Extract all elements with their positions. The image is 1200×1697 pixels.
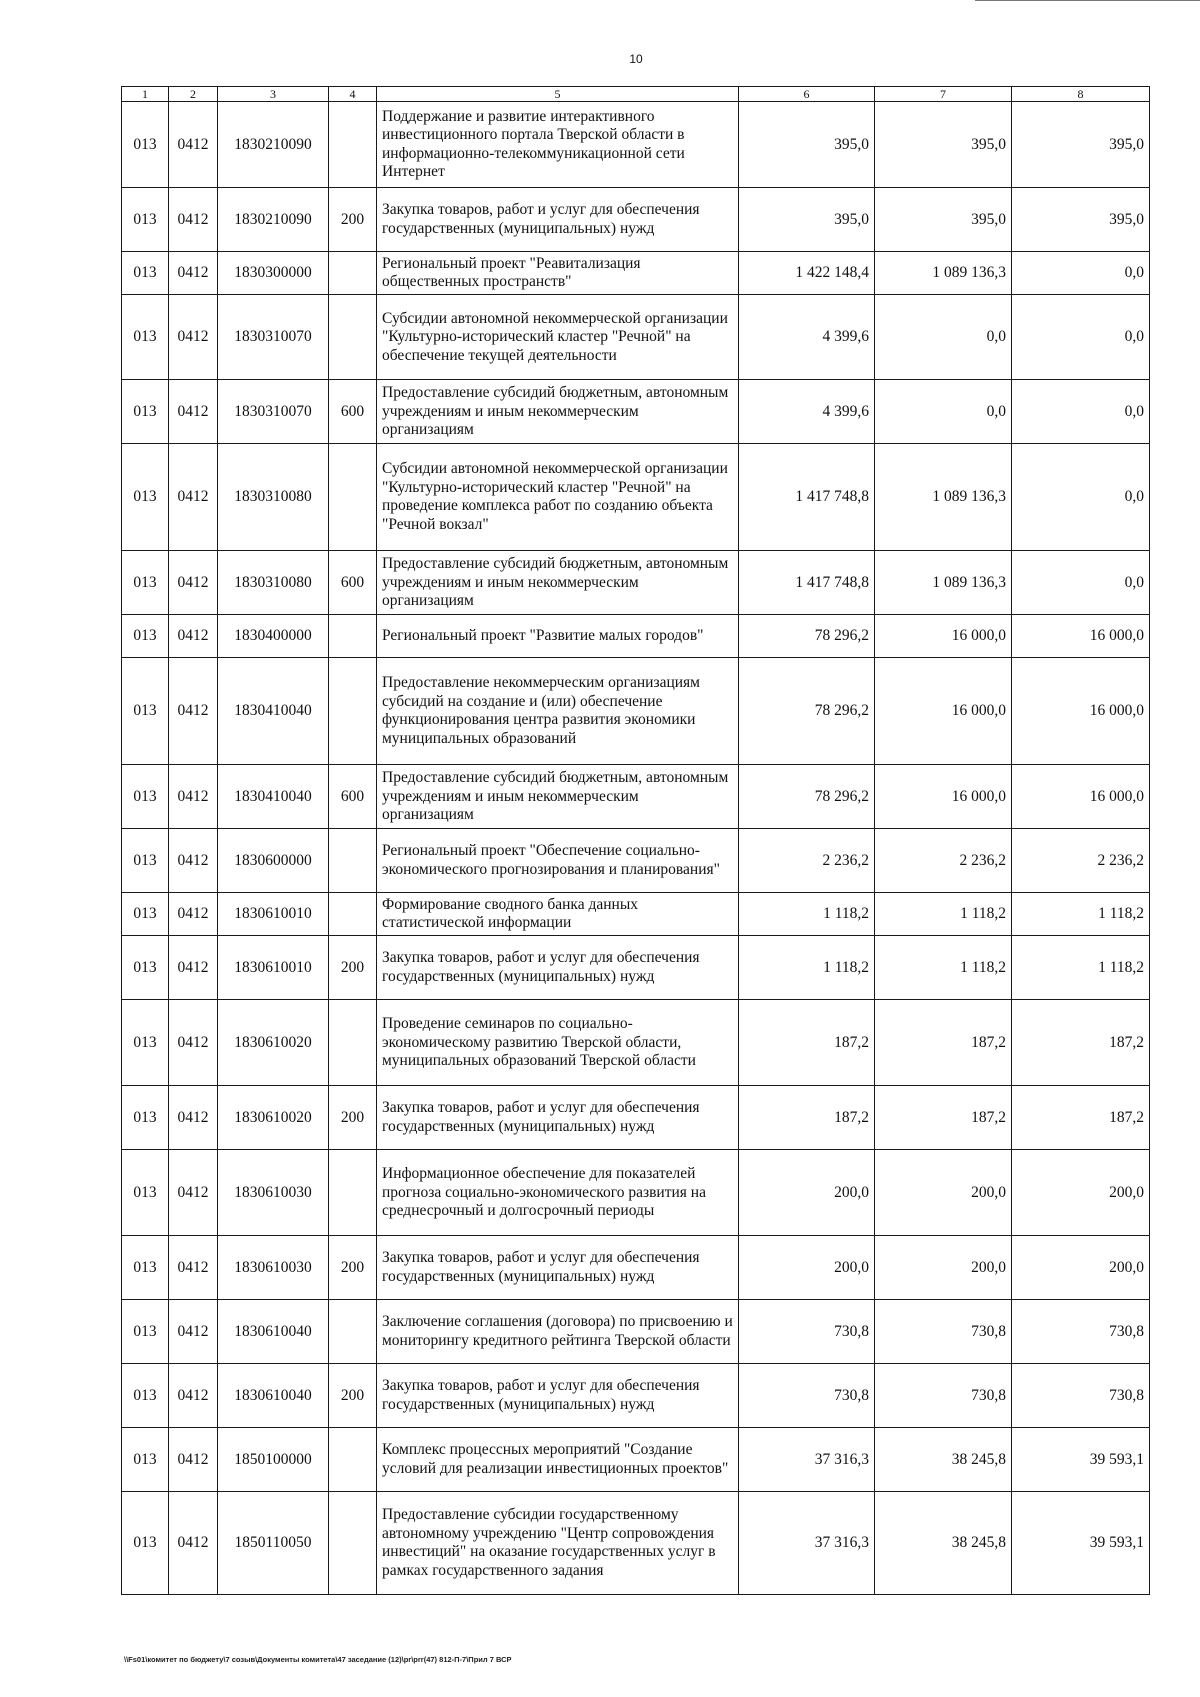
cell-target-article: 1830310070 <box>218 295 329 380</box>
cell-amount-year-3: 395,0 <box>1012 188 1150 252</box>
table-row <box>122 893 1150 936</box>
cell-amount-year-2: 1 118,2 <box>875 936 1012 1000</box>
cell-section-code: 0412 <box>169 765 218 829</box>
cell-description: Предоставление субсидий бюджетным, автономным учреждениям и иным некоммерческим организациям <box>377 551 739 615</box>
cell-ministry-code: 013 <box>122 893 169 936</box>
cell-description: Региональный проект "Развитие малых городов" <box>377 615 739 658</box>
cell-amount-year-1: 1 118,2 <box>739 936 875 1000</box>
cell-amount-year-2: 1 089 136,3 <box>875 551 1012 615</box>
cell-amount-year-2: 1 089 136,3 <box>875 252 1012 295</box>
cell-amount-year-1: 1 417 748,8 <box>739 551 875 615</box>
cell-amount-year-3: 200,0 <box>1012 1150 1150 1236</box>
cell-amount-year-3: 16 000,0 <box>1012 658 1150 765</box>
cell-amount-year-2: 0,0 <box>875 380 1012 444</box>
cell-amount-year-3: 1 118,2 <box>1012 936 1150 1000</box>
cell-amount-year-1: 730,8 <box>739 1300 875 1364</box>
cell-amount-year-2: 38 245,8 <box>875 1428 1012 1492</box>
cell-description: Предоставление субсидий бюджетным, автономным учреждениям и иным некоммерческим организациям <box>377 380 739 444</box>
table-row <box>122 102 1150 188</box>
col-header-6: 6 <box>739 87 875 102</box>
cell-amount-year-3: 0,0 <box>1012 380 1150 444</box>
table-row <box>122 1236 1150 1300</box>
table-row <box>122 295 1150 380</box>
cell-amount-year-1: 1 417 748,8 <box>739 444 875 551</box>
cell-expense-type <box>329 444 377 551</box>
cell-expense-type <box>329 252 377 295</box>
cell-expense-type: 600 <box>329 380 377 444</box>
cell-amount-year-3: 0,0 <box>1012 295 1150 380</box>
cell-target-article: 1830300000 <box>218 252 329 295</box>
cell-target-article: 1830410040 <box>218 765 329 829</box>
cell-amount-year-3: 730,8 <box>1012 1364 1150 1428</box>
cell-amount-year-2: 395,0 <box>875 188 1012 252</box>
cell-ministry-code: 013 <box>122 936 169 1000</box>
table-row <box>122 1150 1150 1236</box>
cell-target-article: 1830600000 <box>218 829 329 893</box>
cell-section-code: 0412 <box>169 615 218 658</box>
cell-amount-year-1: 4 399,6 <box>739 295 875 380</box>
cell-amount-year-1: 78 296,2 <box>739 615 875 658</box>
cell-expense-type <box>329 1000 377 1086</box>
cell-target-article: 1850100000 <box>218 1428 329 1492</box>
cell-target-article: 1830610030 <box>218 1150 329 1236</box>
cell-expense-type: 200 <box>329 1236 377 1300</box>
column-number-header <box>122 87 1150 102</box>
cell-description: Заключение соглашения (договора) по присвоению и мониторингу кредитного рейтинга Тверской области <box>377 1300 739 1364</box>
cell-description: Поддержание и развитие интерактивного инвестиционного портала Тверской области в информационно-телекоммуникационной сети Интернет <box>377 102 739 188</box>
cell-expense-type <box>329 1428 377 1492</box>
cell-description: Субсидии автономной некоммерческой организации "Культурно-исторический кластер "Речной" на обеспечение текущей деятельности <box>377 295 739 380</box>
cell-amount-year-1: 730,8 <box>739 1364 875 1428</box>
cell-section-code: 0412 <box>169 1150 218 1236</box>
table-row <box>122 1364 1150 1428</box>
cell-section-code: 0412 <box>169 936 218 1000</box>
cell-target-article: 1830610030 <box>218 1236 329 1300</box>
cell-amount-year-3: 187,2 <box>1012 1000 1150 1086</box>
cell-section-code: 0412 <box>169 188 218 252</box>
cell-ministry-code: 013 <box>122 252 169 295</box>
cell-expense-type <box>329 102 377 188</box>
cell-amount-year-3: 0,0 <box>1012 551 1150 615</box>
cell-amount-year-1: 187,2 <box>739 1086 875 1150</box>
cell-target-article: 1830410040 <box>218 658 329 765</box>
table-row <box>122 658 1150 765</box>
col-header-7: 7 <box>875 87 1012 102</box>
cell-description: Предоставление некоммерческим организациям субсидий на создание и (или) обеспечение функционирования центра развития экономики муниципальных образований <box>377 658 739 765</box>
cell-description: Закупка товаров, работ и услуг для обеспечения государственных (муниципальных) нужд <box>377 936 739 1000</box>
cell-amount-year-3: 39 593,1 <box>1012 1492 1150 1595</box>
table-row <box>122 188 1150 252</box>
cell-section-code: 0412 <box>169 893 218 936</box>
cell-target-article: 1830400000 <box>218 615 329 658</box>
cell-amount-year-2: 187,2 <box>875 1000 1012 1086</box>
table-row <box>122 1428 1150 1492</box>
table-row <box>122 252 1150 295</box>
cell-amount-year-2: 1 118,2 <box>875 893 1012 936</box>
col-header-2: 2 <box>169 87 218 102</box>
cell-description: Региональный проект "Реавитализация общественных пространств" <box>377 252 739 295</box>
col-header-4: 4 <box>329 87 377 102</box>
cell-amount-year-1: 200,0 <box>739 1150 875 1236</box>
table-row <box>122 829 1150 893</box>
cell-section-code: 0412 <box>169 1364 218 1428</box>
cell-section-code: 0412 <box>169 658 218 765</box>
cell-ministry-code: 013 <box>122 1086 169 1150</box>
cell-ministry-code: 013 <box>122 1000 169 1086</box>
cell-amount-year-1: 4 399,6 <box>739 380 875 444</box>
col-header-5: 5 <box>377 87 739 102</box>
cell-amount-year-1: 78 296,2 <box>739 658 875 765</box>
cell-expense-type: 600 <box>329 765 377 829</box>
col-header-1: 1 <box>122 87 169 102</box>
cell-section-code: 0412 <box>169 1300 218 1364</box>
cell-section-code: 0412 <box>169 102 218 188</box>
cell-amount-year-1: 37 316,3 <box>739 1492 875 1595</box>
cell-ministry-code: 013 <box>122 1150 169 1236</box>
table-row <box>122 444 1150 551</box>
cell-amount-year-2: 16 000,0 <box>875 658 1012 765</box>
cell-ministry-code: 013 <box>122 444 169 551</box>
table-row <box>122 551 1150 615</box>
cell-target-article: 1830610020 <box>218 1000 329 1086</box>
cell-amount-year-2: 730,8 <box>875 1300 1012 1364</box>
cell-target-article: 1830310080 <box>218 444 329 551</box>
cell-ministry-code: 013 <box>122 380 169 444</box>
cell-amount-year-3: 39 593,1 <box>1012 1428 1150 1492</box>
cell-description: Закупка товаров, работ и услуг для обеспечения государственных (муниципальных) нужд <box>377 1364 739 1428</box>
cell-description: Проведение семинаров по социально-экономическому развитию Тверской области, муниципальных образований Тверской области <box>377 1000 739 1086</box>
table-row <box>122 1300 1150 1364</box>
cell-expense-type <box>329 1492 377 1595</box>
cell-description: Закупка товаров, работ и услуг для обеспечения государственных (муниципальных) нужд <box>377 1086 739 1150</box>
cell-expense-type <box>329 658 377 765</box>
cell-expense-type: 600 <box>329 551 377 615</box>
cell-description: Региональный проект "Обеспечение социально-экономического прогнозирования и планирования" <box>377 829 739 893</box>
cell-description: Информационное обеспечение для показателей прогноза социально-экономического развития на среднесрочный и долгосрочный периоды <box>377 1150 739 1236</box>
table-row <box>122 936 1150 1000</box>
cell-amount-year-1: 37 316,3 <box>739 1428 875 1492</box>
cell-ministry-code: 013 <box>122 1492 169 1595</box>
cell-amount-year-3: 187,2 <box>1012 1086 1150 1150</box>
table-body <box>122 102 1150 1595</box>
footer-file-path: \\Fs01\комитет по бюджету\7 созыв\Документы комитета\47 заседание (12)\pr\prr(47) 812-П-7\Прил 7 ВСР <box>124 1655 512 1664</box>
budget-table <box>121 86 1150 1595</box>
cell-amount-year-1: 1 118,2 <box>739 893 875 936</box>
cell-amount-year-1: 1 422 148,4 <box>739 252 875 295</box>
cell-amount-year-3: 200,0 <box>1012 1236 1150 1300</box>
cell-target-article: 1830610010 <box>218 893 329 936</box>
cell-ministry-code: 013 <box>122 1300 169 1364</box>
cell-amount-year-1: 395,0 <box>739 102 875 188</box>
cell-amount-year-1: 395,0 <box>739 188 875 252</box>
cell-ministry-code: 013 <box>122 551 169 615</box>
cell-ministry-code: 013 <box>122 658 169 765</box>
cell-ministry-code: 013 <box>122 1236 169 1300</box>
cell-target-article: 1830610020 <box>218 1086 329 1150</box>
cell-target-article: 1830210090 <box>218 102 329 188</box>
cell-amount-year-2: 1 089 136,3 <box>875 444 1012 551</box>
page-number: 10 <box>629 52 643 66</box>
cell-amount-year-1: 187,2 <box>739 1000 875 1086</box>
table-row <box>122 765 1150 829</box>
cell-amount-year-3: 730,8 <box>1012 1300 1150 1364</box>
cell-description: Закупка товаров, работ и услуг для обеспечения государственных (муниципальных) нужд <box>377 188 739 252</box>
cell-section-code: 0412 <box>169 295 218 380</box>
table-row <box>122 1000 1150 1086</box>
col-header-8: 8 <box>1012 87 1150 102</box>
cell-amount-year-2: 16 000,0 <box>875 615 1012 658</box>
cell-ministry-code: 013 <box>122 102 169 188</box>
cell-section-code: 0412 <box>169 1086 218 1150</box>
cell-ministry-code: 013 <box>122 1364 169 1428</box>
cell-amount-year-3: 16 000,0 <box>1012 615 1150 658</box>
cell-amount-year-2: 187,2 <box>875 1086 1012 1150</box>
cell-amount-year-2: 0,0 <box>875 295 1012 380</box>
table-row <box>122 615 1150 658</box>
cell-target-article: 1850110050 <box>218 1492 329 1595</box>
cell-description: Формирование сводного банка данных статистической информации <box>377 893 739 936</box>
cell-ministry-code: 013 <box>122 1428 169 1492</box>
cell-amount-year-2: 16 000,0 <box>875 765 1012 829</box>
cell-expense-type: 200 <box>329 1364 377 1428</box>
scan-edge-line <box>975 0 1200 1</box>
table-row <box>122 1492 1150 1595</box>
cell-section-code: 0412 <box>169 252 218 295</box>
cell-ministry-code: 013 <box>122 829 169 893</box>
cell-expense-type <box>329 893 377 936</box>
cell-amount-year-1: 78 296,2 <box>739 765 875 829</box>
cell-amount-year-1: 200,0 <box>739 1236 875 1300</box>
cell-amount-year-3: 0,0 <box>1012 444 1150 551</box>
cell-description: Закупка товаров, работ и услуг для обеспечения государственных (муниципальных) нужд <box>377 1236 739 1300</box>
cell-ministry-code: 013 <box>122 295 169 380</box>
cell-expense-type <box>329 615 377 658</box>
cell-amount-year-3: 1 118,2 <box>1012 893 1150 936</box>
cell-amount-year-3: 16 000,0 <box>1012 765 1150 829</box>
cell-description: Комплекс процессных мероприятий "Создание условий для реализации инвестиционных проектов" <box>377 1428 739 1492</box>
cell-amount-year-2: 730,8 <box>875 1364 1012 1428</box>
cell-expense-type: 200 <box>329 188 377 252</box>
cell-amount-year-2: 200,0 <box>875 1236 1012 1300</box>
cell-target-article: 1830610040 <box>218 1300 329 1364</box>
cell-description: Предоставление субсидий бюджетным, автономным учреждениям и иным некоммерческим организациям <box>377 765 739 829</box>
cell-amount-year-3: 2 236,2 <box>1012 829 1150 893</box>
cell-expense-type: 200 <box>329 936 377 1000</box>
cell-expense-type <box>329 295 377 380</box>
cell-amount-year-2: 38 245,8 <box>875 1492 1012 1595</box>
cell-target-article: 1830610010 <box>218 936 329 1000</box>
col-header-3: 3 <box>218 87 329 102</box>
cell-section-code: 0412 <box>169 444 218 551</box>
cell-target-article: 1830210090 <box>218 188 329 252</box>
cell-section-code: 0412 <box>169 1236 218 1300</box>
cell-expense-type: 200 <box>329 1086 377 1150</box>
cell-amount-year-1: 2 236,2 <box>739 829 875 893</box>
table-row <box>122 380 1150 444</box>
cell-section-code: 0412 <box>169 1428 218 1492</box>
cell-amount-year-2: 2 236,2 <box>875 829 1012 893</box>
cell-section-code: 0412 <box>169 1000 218 1086</box>
cell-expense-type <box>329 1150 377 1236</box>
cell-target-article: 1830310080 <box>218 551 329 615</box>
cell-target-article: 1830310070 <box>218 380 329 444</box>
cell-amount-year-3: 395,0 <box>1012 102 1150 188</box>
table-row <box>122 1086 1150 1150</box>
cell-section-code: 0412 <box>169 380 218 444</box>
cell-description: Предоставление субсидии государственному автономному учреждению "Центр сопровождения инвестиций" на оказание государственных услуг в рамках государственного задания <box>377 1492 739 1595</box>
cell-amount-year-2: 200,0 <box>875 1150 1012 1236</box>
cell-expense-type <box>329 1300 377 1364</box>
cell-target-article: 1830610040 <box>218 1364 329 1428</box>
cell-section-code: 0412 <box>169 1492 218 1595</box>
cell-ministry-code: 013 <box>122 615 169 658</box>
cell-expense-type <box>329 829 377 893</box>
cell-description: Субсидии автономной некоммерческой организации "Культурно-исторический кластер "Речной" на проведение комплекса работ по созданию объекта "Речной вокзал" <box>377 444 739 551</box>
cell-amount-year-2: 395,0 <box>875 102 1012 188</box>
cell-ministry-code: 013 <box>122 765 169 829</box>
cell-amount-year-3: 0,0 <box>1012 252 1150 295</box>
cell-section-code: 0412 <box>169 829 218 893</box>
cell-section-code: 0412 <box>169 551 218 615</box>
cell-ministry-code: 013 <box>122 188 169 252</box>
